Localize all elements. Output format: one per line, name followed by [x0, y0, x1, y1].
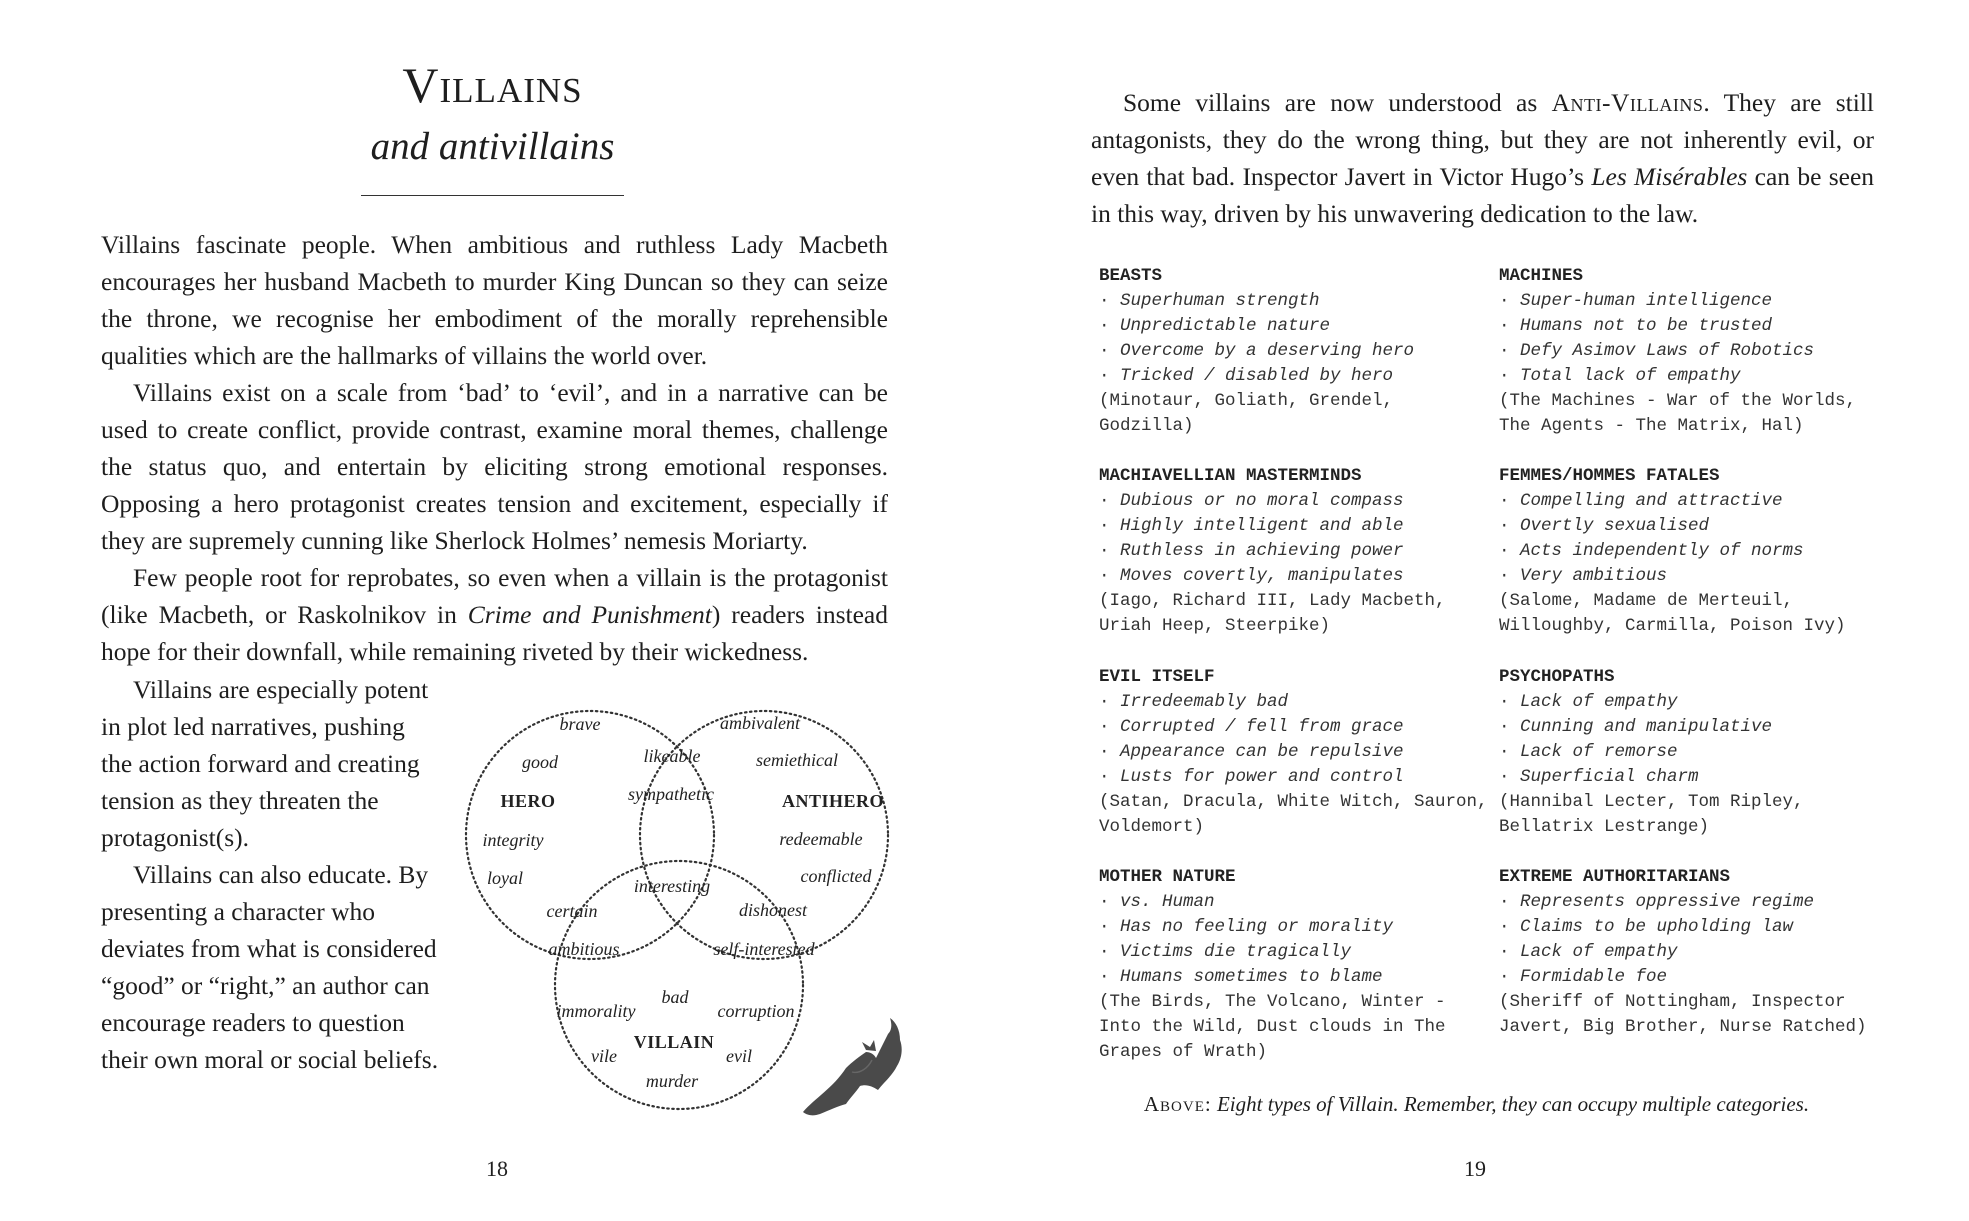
venn-word: self-interested — [713, 939, 815, 959]
venn-word: vile — [591, 1046, 617, 1066]
venn-word: murder — [645, 1071, 699, 1091]
venn-word: loyal — [487, 868, 523, 888]
figure-caption — [984, 1092, 1969, 1117]
villain-type-trait: · Lack of remorse — [1499, 740, 1894, 765]
villain-type-trait: · Ruthless in achieving power — [1099, 539, 1494, 564]
villain-type-trait: · Superficial charm — [1499, 765, 1894, 790]
villain-type-psychopaths — [1499, 665, 1894, 840]
villain-type-trait: · Compelling and attractive — [1499, 489, 1894, 514]
villain-type-femmes-hommes-fatales — [1499, 464, 1894, 639]
paragraph-3-text-a: Few people root for reprobates, so even when a villain is the protagonist (like Macbeth, or Raskolnikov in — [101, 563, 888, 629]
villain-type-trait: · Claims to be upholding law — [1499, 915, 1894, 940]
intro-text-c: can be seen in this way, driven by his unwavering dedication to the law. — [1091, 162, 1875, 228]
intro-paragraph — [1091, 84, 1874, 232]
villain-type-trait: · Appearance can be repulsive — [1099, 740, 1494, 765]
villain-type-trait: · Very ambitious — [1499, 564, 1894, 589]
caption-text: Eight types of Villain. Remember, they can occupy multiple categories. — [1211, 1092, 1810, 1116]
villain-type-machiavellian-masterminds — [1099, 464, 1494, 639]
villain-type-trait: · Super-human intelligence — [1499, 289, 1894, 314]
villain-type-evil-itself — [1099, 665, 1494, 840]
venn-word: bad — [661, 987, 689, 1007]
page-subtitle: and antivillains — [370, 125, 615, 168]
villain-type-machines — [1499, 264, 1894, 439]
venn-word: semiethical — [756, 750, 838, 770]
villain-type-trait: · Defy Asimov Laws of Robotics — [1499, 339, 1894, 364]
villain-type-mother-nature — [1099, 865, 1494, 1065]
paragraph-1: Villains fascinate people. When ambitious and ruthless Lady Macbeth encourages her husband Macbeth to murder King Duncan so they can seize the throne, we recognise her embodiment of the morally reprehensible qualities which are the hallmarks of villains the world over. — [101, 230, 888, 370]
villain-type-trait: · Victims die tragically — [1099, 940, 1494, 965]
page-number-right: 19 — [1464, 1156, 1486, 1181]
villain-type-trait: · Tricked / disabled by hero — [1099, 364, 1494, 389]
venn-label-antihero: ANTIHERO — [781, 791, 885, 811]
villain-type-trait: · vs. Human — [1099, 890, 1494, 915]
villain-type-trait: · Overtly sexualised — [1499, 514, 1894, 539]
bat-illustration — [803, 1018, 902, 1115]
villain-type-title: BEASTS — [1099, 266, 1163, 286]
villain-type-trait: · Unpredictable nature — [1099, 314, 1494, 339]
villain-type-trait: · Lack of empathy — [1499, 690, 1894, 715]
venn-word: integrity — [482, 830, 544, 850]
villain-type-title: MACHINES — [1499, 266, 1584, 286]
paragraph-4: Villains are especially potent in plot led narratives, pushing the action forward and creating tension as they threaten the protagonist(s). — [101, 675, 429, 852]
villain-type-trait: · Humans not to be trusted — [1499, 314, 1894, 339]
villain-type-examples: (The Machines - War of the Worlds, The Agents - The Matrix, Hal) — [1499, 391, 1857, 436]
villain-type-title: FEMMES/HOMMES FATALES — [1499, 466, 1720, 486]
villain-type-title: EVIL ITSELF — [1099, 667, 1215, 687]
villain-type-trait: · Acts independently of norms — [1499, 539, 1894, 564]
venn-word: interesting — [633, 876, 711, 896]
left-page — [0, 0, 984, 1221]
villain-type-examples: (Hannibal Lecter, Tom Ripley, Bellatrix Lestrange) — [1499, 792, 1804, 837]
venn-word: certain — [546, 901, 598, 921]
paragraph-5: Villains can also educate. By presenting a character who deviates from what is considered “good” or “right,” an author can encourage readers to question their own moral or social beliefs. — [101, 860, 439, 1074]
venn-label-hero: HERO — [500, 791, 556, 811]
villain-type-trait: · Formidable foe — [1499, 965, 1894, 990]
villain-types-grid — [1099, 264, 1959, 1074]
villain-type-examples: (Sheriff of Nottingham, Inspector Javert, Big Brother, Nurse Ratched) — [1499, 992, 1867, 1037]
villain-type-trait: · Total lack of empathy — [1499, 364, 1894, 389]
venn-word: likeable — [643, 746, 701, 766]
villain-type-examples: (Satan, Dracula, White Witch, Sauron, Voldemort) — [1099, 792, 1488, 837]
page-number-left: 18 — [486, 1156, 508, 1181]
villain-type-title: MOTHER NATURE — [1099, 867, 1236, 887]
venn-label-villain: VILLAIN — [633, 1032, 715, 1052]
intro-book-title: Les Misérables — [1591, 162, 1748, 191]
villain-type-trait: · Corrupted / fell from grace — [1099, 715, 1494, 740]
villain-type-trait: · Has no feeling or morality — [1099, 915, 1494, 940]
villain-type-trait: · Represents oppressive regime — [1499, 890, 1894, 915]
villain-type-trait: · Moves covertly, manipulates — [1099, 564, 1494, 589]
villain-type-beasts — [1099, 264, 1494, 439]
villain-type-trait: · Humans sometimes to blame — [1099, 965, 1494, 990]
paragraph-2: Villains exist on a scale from ‘bad’ to ‘evil’, and in a narrative can be used to create conflict, provide contrast, examine moral themes, challenge the status quo, and entertain by eliciting strong emotional responses. Opposing a hero protagonist creates tension and excitement, especially if they are supremely cunning like Sherlock Holmes’ nemesis Moriarty. — [101, 378, 888, 555]
villain-type-examples: (Salome, Madame de Merteuil, Willoughby, Carmilla, Poison Ivy) — [1499, 591, 1846, 636]
villain-type-title: PSYCHOPATHS — [1499, 667, 1615, 687]
right-page — [984, 0, 1969, 1221]
venn-word: good — [522, 752, 558, 772]
venn-word: dishonest — [738, 900, 808, 920]
venn-word: brave — [559, 714, 601, 734]
venn-word: corruption — [717, 1001, 795, 1021]
paragraph-3-book-title: Crime and Punishment — [467, 600, 712, 629]
intro-text-a: Some villains are now understood as — [1123, 88, 1552, 117]
villain-type-title: EXTREME AUTHORITARIANS — [1499, 867, 1731, 887]
venn-word: conflicted — [800, 866, 872, 886]
villain-type-examples: (The Birds, The Volcano, Winter - Into the Wild, Dust clouds in The Grapes of Wrath) — [1099, 992, 1446, 1062]
villain-type-examples: (Minotaur, Goliath, Grendel, Godzilla) — [1099, 391, 1394, 436]
venn-word: immorality — [556, 1001, 636, 1021]
villain-type-trait: · Dubious or no moral compass — [1099, 489, 1494, 514]
paragraph-3-text-b: ) readers instead hope for their downfall, while remaining riveted by their wickedness. — [101, 600, 888, 666]
villain-type-trait: · Irredeemably bad — [1099, 690, 1494, 715]
venn-word: redeemable — [779, 829, 863, 849]
villain-type-trait: · Lusts for power and control — [1099, 765, 1494, 790]
caption-label: Above: — [1143, 1092, 1212, 1116]
villain-type-trait: · Cunning and manipulative — [1499, 715, 1894, 740]
villain-type-title: MACHIAVELLIAN MASTERMINDS — [1099, 466, 1362, 486]
villain-type-examples: (Iago, Richard III, Lady Macbeth, Uriah Heep, Steerpike) — [1099, 591, 1446, 636]
villain-type-trait: · Highly intelligent and able — [1099, 514, 1494, 539]
page-title: Villains — [402, 57, 583, 113]
villain-type-extreme-authoritarians — [1499, 865, 1894, 1040]
venn-word: ambivalent — [720, 713, 800, 733]
intro-text-b: . They are still antagonists, they do the wrong thing, but they are not inherently evil, or even that bad. Inspector Javert in Victor Hugo’s — [1091, 88, 1874, 191]
intro-term: Anti-Villains — [1551, 88, 1704, 117]
venn-word: evil — [726, 1046, 752, 1066]
villain-type-trait: · Lack of empathy — [1499, 940, 1894, 965]
villain-type-trait: · Overcome by a deserving hero — [1099, 339, 1494, 364]
venn-word: sympathetic — [628, 784, 714, 804]
villain-type-trait: · Superhuman strength — [1099, 289, 1494, 314]
venn-word: ambitious — [548, 939, 620, 959]
